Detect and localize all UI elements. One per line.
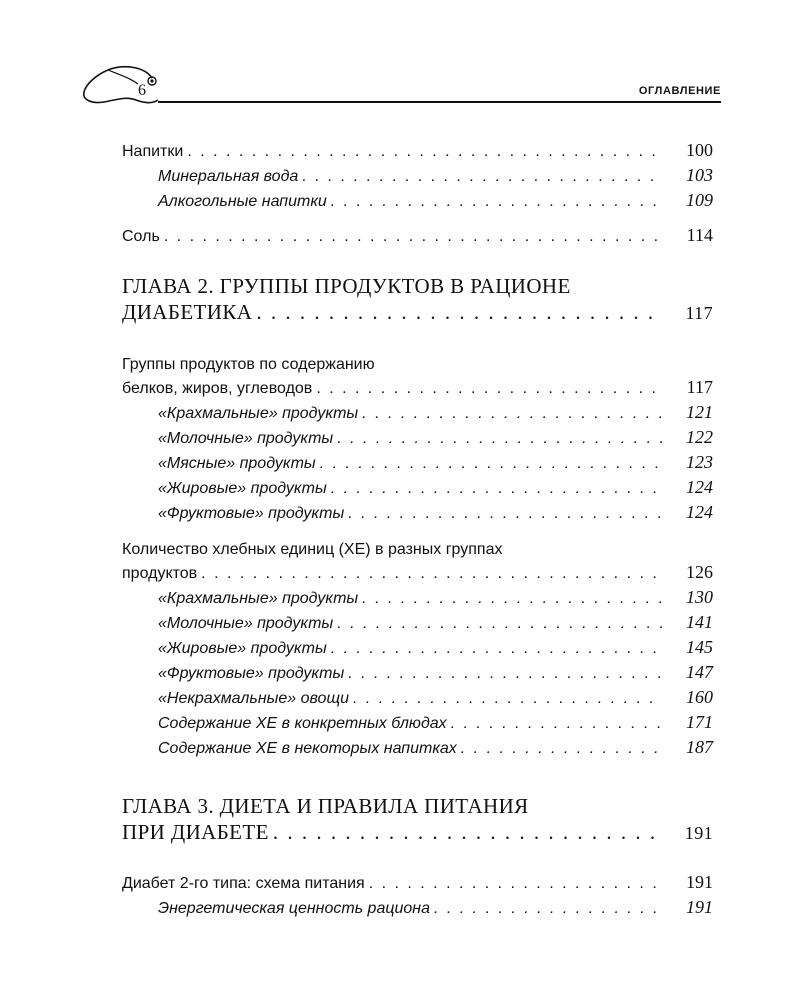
toc-page-number: 117	[686, 377, 713, 397]
toc-entry-label: «Фруктовые» продукты	[158, 665, 345, 682]
dot-leader	[331, 480, 663, 498]
toc-subentry[interactable]	[122, 612, 713, 637]
dot-leader	[331, 193, 663, 211]
toc-page-number: 145	[686, 637, 713, 657]
toc-page-number: 191	[686, 897, 713, 917]
toc-entry-label: продуктов	[122, 565, 198, 582]
toc-entry-label: Содержание ХЕ в некоторых напитках	[158, 740, 457, 757]
page-header	[0, 0, 800, 110]
toc-entry-label: Соль	[122, 228, 160, 245]
chapter-title-line: ГЛАВА 2. ГРУППЫ ПРОДУКТОВ В РАЦИОНЕ	[122, 274, 571, 298]
toc-page-number: 187	[686, 737, 713, 757]
toc-page-number: 160	[686, 687, 713, 707]
toc-page-number: 130	[686, 587, 713, 607]
toc-page-number: 124	[686, 477, 713, 497]
toc-subentry[interactable]	[122, 737, 713, 762]
toc-entry-label: Напитки	[122, 143, 184, 160]
dot-leader	[348, 505, 663, 523]
toc-chapter-2[interactable]	[122, 272, 713, 330]
toc-subentry[interactable]	[122, 662, 713, 687]
dot-leader	[316, 380, 663, 398]
chapter-title-line: ГЛАВА 3. ДИЕТА И ПРАВИЛА ПИТАНИЯ	[122, 794, 529, 818]
dot-leader	[320, 455, 663, 473]
toc-entry-label: Диабет 2-го типа: схема питания	[122, 875, 365, 892]
toc-page-number: 109	[686, 190, 713, 210]
toc-entry-label: «Некрахмальные» овощи	[158, 690, 349, 707]
dot-leader	[256, 300, 663, 325]
toc-page-number: 123	[686, 452, 713, 472]
toc-page-number: 122	[686, 427, 713, 447]
dot-leader	[362, 405, 663, 423]
spacer	[122, 762, 713, 792]
page-number: 6	[138, 82, 146, 99]
table-of-contents	[122, 140, 713, 922]
toc-entry-label: «Крахмальные» продукты	[158, 405, 359, 422]
spacer	[122, 850, 713, 872]
spacer	[122, 527, 713, 537]
toc-page-number: 191	[684, 823, 713, 843]
toc-entry-label: Группы продуктов по содержанию	[122, 356, 375, 373]
toc-entry-label: Энергетическая ценность рациона	[158, 900, 430, 917]
toc-subentry[interactable]	[122, 190, 713, 215]
dot-leader	[187, 143, 663, 161]
dot-leader	[451, 715, 663, 733]
dot-leader	[461, 740, 663, 758]
toc-entry-row	[122, 562, 713, 587]
toc-entry-label: белков, жиров, углеводов	[122, 380, 313, 397]
dot-leader	[369, 875, 663, 893]
toc-page-number: 121	[686, 402, 713, 422]
toc-entry-bread-units[interactable]	[122, 537, 713, 587]
toc-subentry[interactable]	[122, 402, 713, 427]
toc-entry-row	[122, 377, 713, 402]
toc-page-number: 126	[686, 562, 713, 582]
toc-subentry[interactable]	[122, 712, 713, 737]
spacer	[122, 330, 713, 352]
toc-entry-label: «Жировые» продукты	[158, 640, 327, 657]
chapter-title-row	[122, 820, 713, 850]
toc-page-number: 171	[686, 712, 713, 732]
toc-page-number: 141	[686, 612, 713, 632]
toc-entry-label: «Молочные» продукты	[158, 430, 334, 447]
toc-entry-drinks[interactable]	[122, 140, 713, 165]
toc-subentry[interactable]	[122, 502, 713, 527]
toc-page-number: 103	[686, 165, 713, 185]
toc-subentry[interactable]	[122, 165, 713, 190]
spacer	[122, 250, 713, 272]
toc-entry-label: Алкогольные напитки	[158, 193, 327, 210]
toc-entry-label: Содержание ХЕ в конкретных блюдах	[158, 715, 447, 732]
toc-entry-food-groups[interactable]	[122, 352, 713, 402]
toc-subentry[interactable]	[122, 897, 713, 922]
toc-entry-label: «Молочные» продукты	[158, 615, 334, 632]
dot-leader	[434, 900, 663, 918]
toc-page-number: 191	[686, 872, 713, 892]
toc-entry-type2-diet[interactable]	[122, 872, 713, 897]
stethoscope-ornament-icon	[78, 60, 168, 108]
toc-subentry[interactable]	[122, 587, 713, 612]
toc-subentry[interactable]	[122, 427, 713, 452]
toc-page-number: 100	[686, 140, 713, 160]
dot-leader	[337, 615, 663, 633]
toc-subentry[interactable]	[122, 452, 713, 477]
toc-page-number: 124	[686, 502, 713, 522]
toc-page-number: 114	[686, 225, 713, 245]
toc-entry-salt[interactable]	[122, 225, 713, 250]
toc-entry-label: «Фруктовые» продукты	[158, 505, 345, 522]
dot-leader	[348, 665, 663, 683]
running-title: ОГЛАВЛЕНИЕ	[638, 85, 721, 97]
chapter-title-line: ПРИ ДИАБЕТЕ	[122, 820, 269, 844]
chapter-title-row	[122, 300, 713, 330]
toc-entry-label: Минеральная вода	[158, 168, 299, 185]
spacer	[122, 215, 713, 225]
chapter-title-line: ДИАБЕТИКА	[122, 300, 253, 324]
dot-leader	[362, 590, 663, 608]
toc-entry-label: Количество хлебных единиц (ХЕ) в разных группах	[122, 541, 503, 558]
dot-leader	[337, 430, 663, 448]
toc-page-number: 147	[686, 662, 713, 682]
dot-leader	[201, 565, 663, 583]
toc-subentry[interactable]	[122, 477, 713, 502]
toc-entry-label: «Мясные» продукты	[158, 455, 316, 472]
header-rule	[158, 101, 721, 103]
dot-leader	[164, 228, 663, 246]
dot-leader	[273, 820, 663, 845]
toc-subentry[interactable]	[122, 687, 713, 712]
toc-chapter-3[interactable]	[122, 792, 713, 850]
dot-leader	[302, 168, 663, 186]
toc-page-number: 117	[685, 303, 713, 323]
dot-leader	[353, 690, 663, 708]
dot-leader	[331, 640, 663, 658]
toc-subentry[interactable]	[122, 637, 713, 662]
toc-entry-label: «Крахмальные» продукты	[158, 590, 359, 607]
toc-entry-label: «Жировые» продукты	[158, 480, 327, 497]
